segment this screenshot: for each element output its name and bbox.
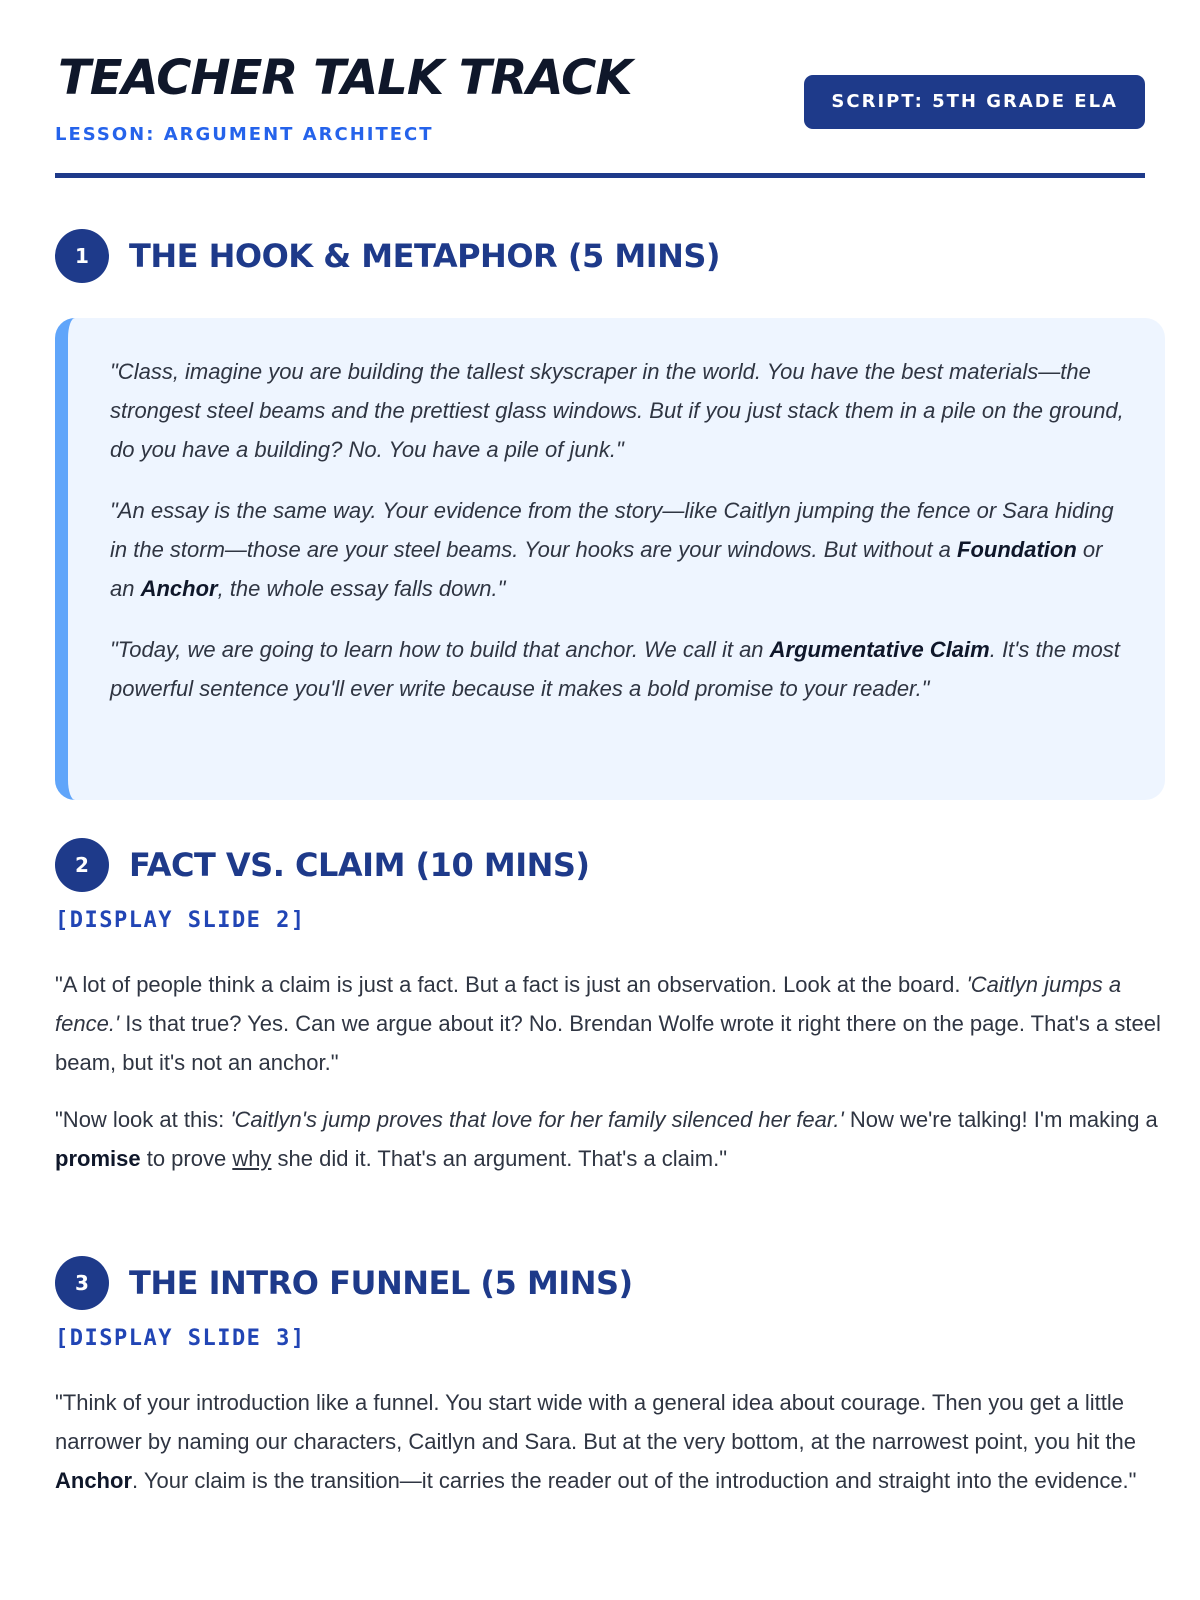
fact-example: 'Caitlyn jumps a fence.' (55, 972, 1122, 1036)
text: Now we're talking! I'm making a (843, 1107, 1158, 1132)
claim-example: 'Caitlyn's jump proves that love for her family silenced her fear.' (230, 1107, 844, 1132)
header (55, 0, 1145, 178)
text: . It's the most powerful sentence you'll ever write because it makes a bold promise to your reader." (110, 637, 1120, 701)
term-foundation: Foundation (957, 537, 1077, 562)
hook-quote-p3 (110, 630, 1125, 708)
slide-2-label: [DISPLAY SLIDE 2] (55, 908, 306, 933)
page-title: TEACHER TALK TRACK (58, 50, 632, 106)
text: Is that true? Yes. Can we argue about it? No. Brendan Wolfe wrote it right there on the page. That's a steel beam, but it's not an anchor." (55, 1011, 1161, 1075)
script-badge: SCRIPT: 5TH GRADE ELA (804, 75, 1145, 129)
text: or an (110, 537, 1103, 601)
section-2-title: FACT VS. CLAIM (10 MINS) (129, 846, 590, 884)
fact-claim-p2 (55, 1100, 1165, 1178)
lesson-subtitle: LESSON: ARGUMENT ARCHITECT (55, 124, 434, 145)
text: , the whole essay falls down." (217, 576, 506, 601)
text: "A lot of people think a claim is just a fact. But a fact is just an observation. Look at the board. (55, 972, 967, 997)
section-3-number: 3 (55, 1256, 109, 1310)
text: she did it. That's an argument. That's a claim." (271, 1146, 728, 1171)
text: "Today, we are going to learn how to build that anchor. We call it an (110, 637, 770, 662)
text: . Your claim is the transition—it carries the reader out of the introduction and straight into the evidence." (132, 1468, 1137, 1493)
section-1-title: THE HOOK & METAPHOR (5 MINS) (129, 237, 721, 275)
term-argumentative-claim: Argumentative Claim (769, 637, 990, 662)
slide-3-label: [DISPLAY SLIDE 3] (55, 1326, 306, 1351)
section-3-title: THE INTRO FUNNEL (5 MINS) (129, 1264, 633, 1302)
fact-claim-p1 (55, 965, 1165, 1082)
text: "An essay is the same way. Your evidence from the story—like Caitlyn jumping the fence or Sara hiding in the storm—those are your steel beams. Your hooks are your windows. But without a (110, 498, 1114, 562)
text: "Think of your introduction like a funnel. You start wide with a general idea about courage. Then you get a little narrower by naming our characters, Caitlyn and Sara. But at the very bottom, at the narrowest point, you hit the (55, 1390, 1136, 1454)
text: to prove (140, 1146, 233, 1171)
term-anchor: Anchor (140, 576, 218, 601)
intro-funnel-p1 (55, 1383, 1165, 1500)
term-promise: promise (55, 1146, 141, 1171)
section-2-header (55, 838, 590, 892)
hook-quote-box (55, 318, 1165, 800)
section-2-number: 2 (55, 838, 109, 892)
section-3-header (55, 1256, 633, 1310)
text: "Now look at this: (55, 1107, 231, 1132)
section-1-number: 1 (55, 229, 109, 283)
section-1-header (55, 229, 720, 283)
hook-quote-p1: "Class, imagine you are building the tallest skyscraper in the world. You have the best materials—the strongest steel beams and the prettiest glass windows. But if you just stack them in a pile on the ground, do you have a building? No. You have a pile of junk." (110, 359, 1124, 462)
term-anchor: Anchor (55, 1468, 132, 1493)
term-why: why (232, 1146, 272, 1171)
hook-quote-p2 (110, 491, 1125, 608)
